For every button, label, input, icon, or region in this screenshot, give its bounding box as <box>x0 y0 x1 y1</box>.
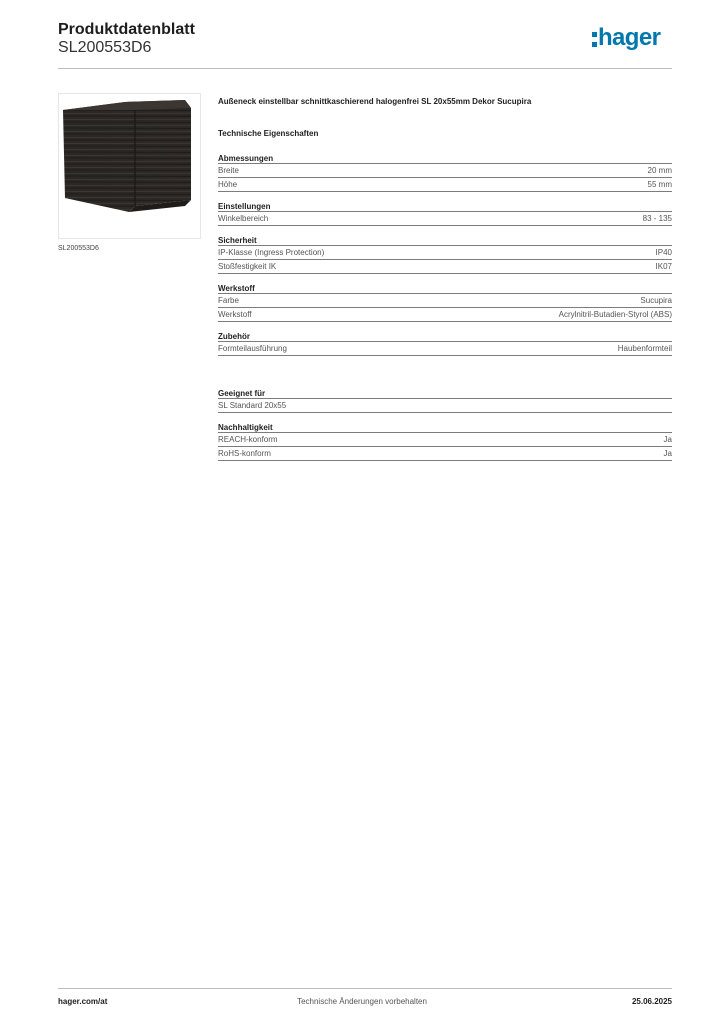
spec-value: IP40 <box>655 248 672 257</box>
section-einstellungen <box>218 202 672 226</box>
logo-colon-icon <box>592 32 597 48</box>
spec-row <box>218 447 672 461</box>
image-caption: SL200553D6 <box>58 245 99 252</box>
spec-key: Höhe <box>218 180 238 189</box>
spec-key: IP-Klasse (Ingress Protection) <box>218 248 325 257</box>
spec-key: RoHS-konform <box>218 449 271 458</box>
section-title: Einstellungen <box>218 202 271 211</box>
section-title: Geeignet für <box>218 389 266 398</box>
spec-row <box>218 308 672 322</box>
spec-key: Werkstoff <box>218 310 252 319</box>
spec-value: Haubenformteil <box>617 344 672 353</box>
spec-row <box>218 212 672 226</box>
spec-value: 20 mm <box>647 166 672 175</box>
section-title: Nachhaltigkeit <box>218 423 273 432</box>
spec-key: Formteilausführung <box>218 344 287 353</box>
spec-row <box>218 399 672 413</box>
section-title: Zubehör <box>218 332 250 341</box>
section-title: Sicherheit <box>218 236 257 245</box>
section-nachhaltigkeit <box>218 423 672 461</box>
product-title: Außeneck einstellbar schnittkaschierend halogenfrei SL 20x55mm Dekor Sucupira <box>218 97 532 106</box>
section-werkstoff <box>218 284 672 322</box>
footer-disclaimer: Technische Änderungen vorbehalten <box>297 997 427 1006</box>
spec-value: Acrylnitril-Butadien-Styrol (ABS) <box>558 310 672 319</box>
section-geeignet <box>218 389 672 413</box>
spec-value: 55 mm <box>647 180 672 189</box>
spec-row <box>218 246 672 260</box>
spec-value: IK07 <box>655 262 672 271</box>
spec-content <box>218 97 672 471</box>
spec-key: Breite <box>218 166 239 175</box>
spec-key: REACH-konform <box>218 435 278 444</box>
product-image <box>58 93 201 239</box>
section-title: Abmessungen <box>218 154 274 163</box>
spec-row <box>218 164 672 178</box>
section-title: Werkstoff <box>218 284 255 293</box>
logo-wordmark: hager <box>598 24 661 51</box>
spec-value: Sucupira <box>640 296 672 305</box>
spec-row <box>218 342 672 356</box>
footer-date: 25.06.2025 <box>631 997 672 1006</box>
spec-value: Ja <box>663 435 672 444</box>
spec-row <box>218 294 672 308</box>
spec-value: 83 - 135 <box>642 214 672 223</box>
page-title: Produktdatenblatt <box>58 21 195 38</box>
corner-piece-icon <box>59 94 200 238</box>
tech-heading: Technische Eigenschaften <box>218 129 319 138</box>
product-code: SL200553D6 <box>58 39 152 56</box>
spec-key: Farbe <box>218 296 239 305</box>
spec-value: Ja <box>663 449 672 458</box>
spec-key: Winkelbereich <box>218 214 269 223</box>
spec-row <box>218 260 672 274</box>
footer-website-link[interactable]: hager.com/at <box>58 997 108 1006</box>
section-sicherheit <box>218 236 672 274</box>
spec-row <box>218 178 672 192</box>
section-zubehoer <box>218 332 672 356</box>
hager-logo <box>592 26 674 60</box>
spec-key: Stoßfestigkeit IK <box>218 262 277 271</box>
footer-divider <box>58 988 672 989</box>
spec-key: SL Standard 20x55 <box>218 401 287 410</box>
header-divider <box>58 68 672 69</box>
spec-row <box>218 433 672 447</box>
section-abmessungen <box>218 154 672 192</box>
